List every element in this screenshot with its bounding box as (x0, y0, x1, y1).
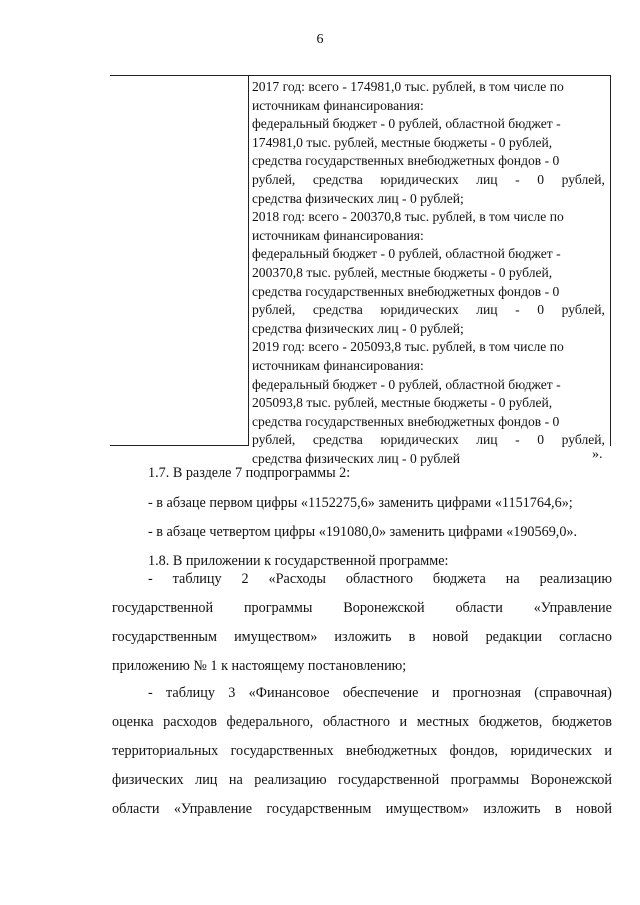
word: 2 (241, 571, 249, 587)
text-line (112, 737, 612, 766)
table-line: федеральный бюджет - 0 рублей, областной бюджет - (252, 376, 561, 392)
word: территориальных (112, 743, 219, 759)
table-word: рублей, (561, 171, 605, 187)
text-line (112, 795, 612, 824)
table-word: рублей, (252, 171, 296, 187)
table-line: источникам финансирования: (252, 227, 424, 243)
word: местных (416, 714, 470, 730)
word: Воронежской (343, 600, 425, 616)
table-right-column (252, 78, 605, 468)
table-line: федеральный бюджет - 0 рублей, областной бюджет - (252, 116, 561, 132)
word: Воронежской (530, 772, 612, 788)
word: таблицу (166, 685, 215, 701)
table-word: юридических (380, 432, 459, 448)
financing-table (110, 75, 611, 466)
word: бюджетов (551, 714, 612, 730)
table-line: средства государственных внебюджетных фондов - 0 (252, 283, 560, 299)
word: имуществом» (385, 801, 470, 817)
word: новой (432, 629, 469, 645)
word: государственной (338, 772, 440, 788)
word: бюджетов, (478, 714, 543, 730)
table-line: 200370,8 тыс. рублей, местные бюджеты - 0 рублей, (252, 264, 553, 280)
paragraph-fourth-abzac: - в абзаце четвертом цифры «191080,0» заменить цифрами «190569,0». (148, 524, 578, 540)
word: внебюджетных (345, 743, 438, 759)
table-line: средства физических лиц - 0 рублей; (252, 320, 464, 336)
word: физических (112, 772, 184, 788)
word: государственным (266, 801, 372, 817)
table-line: средства государственных внебюджетных фондов - 0 (252, 153, 560, 169)
word: реализацию (539, 571, 612, 587)
word: фондов, (449, 743, 498, 759)
table-word: средства (312, 171, 363, 187)
table-line: 205093,8 тыс. рублей, местные бюджеты - 0 рублей, (252, 395, 553, 411)
word: в (408, 629, 416, 645)
column-divider (248, 76, 249, 446)
table-word: рублей, (252, 302, 296, 318)
word: (справочная) (534, 685, 612, 701)
table-line: федеральный бюджет - 0 рублей, областной бюджет - (252, 246, 561, 262)
closing-quote: ». (592, 447, 603, 462)
table-word: 0 (537, 171, 545, 187)
table-line (252, 301, 605, 320)
word: и (431, 685, 440, 701)
table-line (252, 431, 605, 450)
word: и (399, 714, 408, 730)
word: обеспечение (342, 685, 419, 701)
word: на (228, 772, 243, 788)
table-word: 0 (537, 432, 545, 448)
table-word: лиц (476, 171, 498, 187)
table-word: - (515, 302, 520, 318)
word: «Управление (533, 600, 612, 616)
table-line (252, 171, 605, 190)
word: областного (322, 714, 390, 730)
text-line (112, 594, 612, 623)
word: - (148, 571, 153, 587)
word: новой (576, 801, 612, 817)
table-left-column (110, 76, 248, 446)
word: изложить (334, 629, 392, 645)
table-line: источникам финансирования: (252, 97, 424, 113)
block-table-2-lines (112, 565, 612, 681)
word: и (604, 743, 612, 759)
text-line (112, 766, 612, 795)
word: «Расходы (268, 571, 326, 587)
word: расходов (163, 714, 217, 730)
word: имуществом» (234, 629, 318, 645)
table-word: лиц (476, 432, 498, 448)
word: согласно (559, 629, 612, 645)
word: области (112, 801, 160, 817)
word: на (505, 571, 520, 587)
table-word: лиц (476, 302, 498, 318)
table-line: средства физических лиц - 0 рублей (252, 450, 461, 466)
word: редакции (485, 629, 542, 645)
table-word: юридических (380, 171, 459, 187)
paragraph-1-7: 1.7. В разделе 7 подпрограммы 2: (148, 465, 351, 481)
word: таблицу (172, 571, 222, 587)
table-word: средства (312, 302, 363, 318)
paragraph-first-abzac: - в абзаце первом цифры «1152275,6» заменить цифрами «1151764,6»; (148, 495, 573, 511)
table-word: рублей, (561, 302, 605, 318)
table-line: 174981,0 тыс. рублей, местные бюджеты - 0 рублей, (252, 134, 553, 150)
table-line: 2019 год: всего - 205093,8 тыс. рублей, в том числе по (252, 339, 564, 355)
word: лиц (195, 772, 218, 788)
paragraph-1-8: 1.8. В приложении к государственной программе: (148, 553, 449, 569)
table-line: 2018 год: всего - 200370,8 тыс. рублей, в том числе по (252, 209, 564, 225)
word: области (455, 600, 503, 616)
word: «Финансовое (248, 685, 330, 701)
word: государственным (112, 629, 217, 645)
table-line: 2017 год: всего - 174981,0 тыс. рублей, в том числе по (252, 79, 564, 94)
text-line (112, 565, 612, 594)
table-word: рублей, (561, 432, 605, 448)
word: федерального, (226, 714, 314, 730)
word: «Управление (173, 801, 253, 817)
table-word: рублей, (252, 432, 296, 448)
text-line (112, 679, 612, 708)
page-number: 6 (316, 32, 324, 47)
table-word: - (515, 432, 520, 448)
word: государственных (230, 743, 334, 759)
table-word: средства (312, 432, 363, 448)
block-table-3-lines (112, 679, 612, 824)
table-word: - (515, 171, 520, 187)
text-line: приложению № 1 к настоящему постановлению; (112, 658, 407, 674)
table-line: источникам финансирования: (252, 357, 424, 373)
word: в (554, 801, 562, 817)
word: программы (450, 772, 520, 788)
table-line: средства государственных внебюджетных фондов - 0 (252, 413, 560, 429)
word: оценка (112, 714, 154, 730)
word: бюджета (432, 571, 486, 587)
table-word: 0 (537, 302, 545, 318)
left-column-bottom-border (110, 445, 248, 446)
word: прогнозная (452, 685, 521, 701)
word: - (148, 685, 153, 701)
text-line (112, 708, 612, 737)
word: 3 (228, 685, 236, 701)
word: программы (243, 600, 313, 616)
word: областного (345, 571, 413, 587)
word: юридических (510, 743, 593, 759)
word: государственной (112, 600, 214, 616)
word: изложить (483, 801, 541, 817)
table-line: средства физических лиц - 0 рублей; (252, 190, 464, 206)
text-line (112, 623, 612, 652)
table-word: юридических (380, 302, 459, 318)
word: реализацию (254, 772, 327, 788)
